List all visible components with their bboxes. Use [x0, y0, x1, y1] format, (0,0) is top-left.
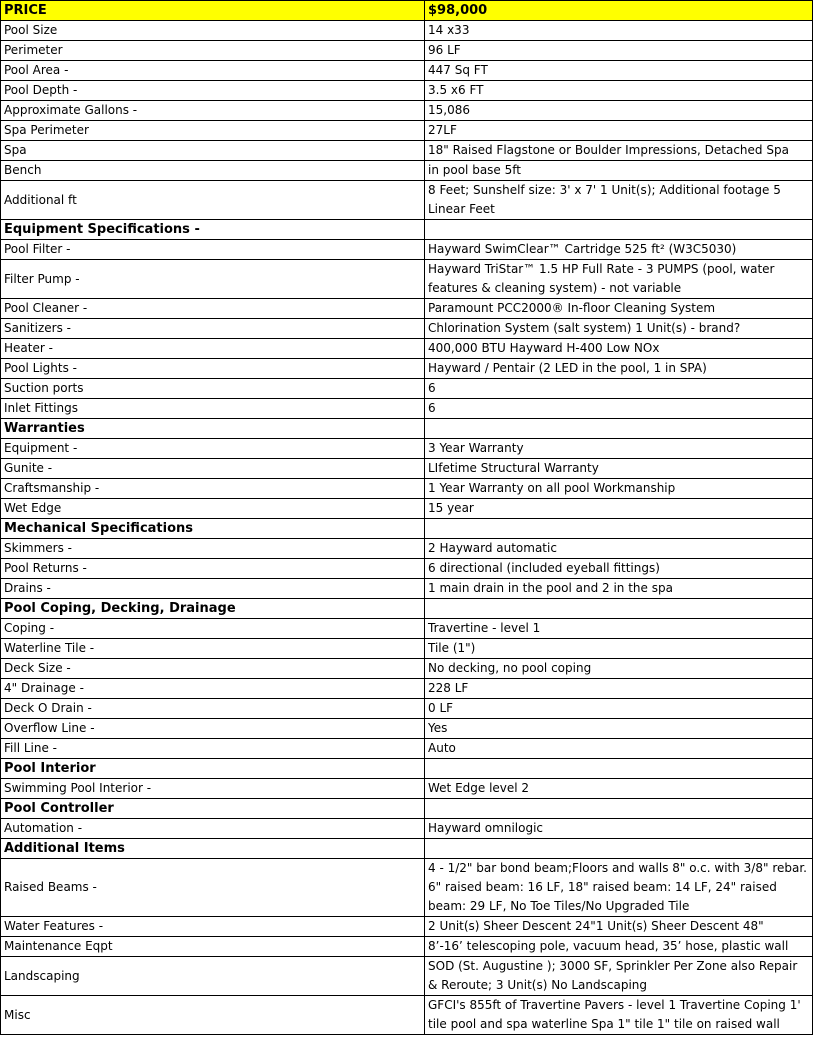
row-label: Equipment - [1, 439, 425, 459]
row-value: 2 Unit(s) Sheer Descent 24"1 Unit(s) Sheer Descent 48" [425, 917, 813, 937]
row-value: 6 [425, 379, 813, 399]
row-label: Gunite - [1, 459, 425, 479]
section-title: Equipment Specifications - [1, 220, 425, 240]
section-empty-cell [425, 799, 813, 819]
row-value: Paramount PCC2000® In-floor Cleaning System [425, 299, 813, 319]
row-label: Overflow Line - [1, 719, 425, 739]
row-value: 0 LF [425, 699, 813, 719]
row-label: Skimmers - [1, 539, 425, 559]
table-row [1, 299, 813, 319]
price-sheet-body [1, 1, 813, 1035]
table-row [1, 619, 813, 639]
row-label: Spa [1, 141, 425, 161]
row-value: 1 Year Warranty on all pool Workmanship [425, 479, 813, 499]
row-label: Automation - [1, 819, 425, 839]
row-label: Heater - [1, 339, 425, 359]
row-value: No decking, no pool coping [425, 659, 813, 679]
table-row [1, 181, 813, 220]
row-label: Maintenance Eqpt [1, 937, 425, 957]
table-row [1, 479, 813, 499]
section-title: Pool Interior [1, 759, 425, 779]
price-label: PRICE [1, 1, 425, 21]
row-value: Hayward TriStar™ 1.5 HP Full Rate - 3 PUMPS (pool, water features & cleaning system) - not variable [425, 260, 813, 299]
row-value: Hayward SwimClear™ Cartridge 525 ft² (W3C5030) [425, 240, 813, 260]
row-label: Sanitizers - [1, 319, 425, 339]
table-row [1, 819, 813, 839]
row-label: 4" Drainage - [1, 679, 425, 699]
row-value: 14 x33 [425, 21, 813, 41]
row-value: 2 Hayward automatic [425, 539, 813, 559]
row-label: Swimming Pool Interior - [1, 779, 425, 799]
row-label: Pool Cleaner - [1, 299, 425, 319]
row-value: Travertine - level 1 [425, 619, 813, 639]
table-row [1, 319, 813, 339]
section-title: Pool Coping, Decking, Drainage [1, 599, 425, 619]
row-value: LIfetime Structural Warranty [425, 459, 813, 479]
table-row [1, 399, 813, 419]
row-label: Misc [1, 996, 425, 1035]
table-row [1, 659, 813, 679]
row-value: 400,000 BTU Hayward H-400 Low NOx [425, 339, 813, 359]
section-header-row [1, 519, 813, 539]
row-value: 6 directional (included eyeball fittings) [425, 559, 813, 579]
row-value: Hayward omnilogic [425, 819, 813, 839]
section-title: Mechanical Specifications [1, 519, 425, 539]
section-header-row [1, 419, 813, 439]
row-label: Craftsmanship - [1, 479, 425, 499]
table-row [1, 121, 813, 141]
row-value: Auto [425, 739, 813, 759]
row-label: Bench [1, 161, 425, 181]
row-value: 8 Feet; Sunshelf size: 3' x 7' 1 Unit(s); Additional footage 5 Linear Feet [425, 181, 813, 220]
row-value: 8’-16’ telescoping pole, vacuum head, 35’ hose, plastic wall [425, 937, 813, 957]
table-row [1, 499, 813, 519]
table-row [1, 161, 813, 181]
section-header-row [1, 599, 813, 619]
row-label: Pool Depth - [1, 81, 425, 101]
table-row [1, 379, 813, 399]
row-label: Pool Filter - [1, 240, 425, 260]
section-title: Pool Controller [1, 799, 425, 819]
row-value: Wet Edge level 2 [425, 779, 813, 799]
table-row [1, 739, 813, 759]
table-row [1, 699, 813, 719]
row-label: Perimeter [1, 41, 425, 61]
table-row [1, 41, 813, 61]
row-value: 18" Raised Flagstone or Boulder Impressions, Detached Spa [425, 141, 813, 161]
section-empty-cell [425, 839, 813, 859]
section-header-row [1, 220, 813, 240]
table-row [1, 859, 813, 917]
table-row [1, 240, 813, 260]
table-row [1, 260, 813, 299]
table-row [1, 579, 813, 599]
row-label: Fill Line - [1, 739, 425, 759]
section-empty-cell [425, 759, 813, 779]
row-value: 27LF [425, 121, 813, 141]
row-value: 15 year [425, 499, 813, 519]
row-label: Drains - [1, 579, 425, 599]
table-row [1, 61, 813, 81]
table-row [1, 559, 813, 579]
row-value: GFCI's 855ft of Travertine Pavers - level 1 Travertine Coping 1' tile pool and spa waterline Spa 1" tile 1" tile on raised wall [425, 996, 813, 1035]
table-row [1, 141, 813, 161]
row-label: Additional ft [1, 181, 425, 220]
row-value: Yes [425, 719, 813, 739]
row-label: Coping - [1, 619, 425, 639]
table-row [1, 719, 813, 739]
row-label: Filter Pump - [1, 260, 425, 299]
row-label: Deck O Drain - [1, 699, 425, 719]
row-value: 447 Sq FT [425, 61, 813, 81]
table-row [1, 937, 813, 957]
row-label: Inlet Fittings [1, 399, 425, 419]
row-value: 3 Year Warranty [425, 439, 813, 459]
table-row [1, 779, 813, 799]
row-label: Pool Area - [1, 61, 425, 81]
row-value: 228 LF [425, 679, 813, 699]
row-value: Hayward / Pentair (2 LED in the pool, 1 in SPA) [425, 359, 813, 379]
row-label: Water Features - [1, 917, 425, 937]
section-empty-cell [425, 419, 813, 439]
table-row [1, 21, 813, 41]
table-row [1, 101, 813, 121]
row-label: Landscaping [1, 957, 425, 996]
row-value: 15,086 [425, 101, 813, 121]
row-value: 1 main drain in the pool and 2 in the spa [425, 579, 813, 599]
row-label: Suction ports [1, 379, 425, 399]
section-header-row [1, 759, 813, 779]
table-row [1, 81, 813, 101]
table-row [1, 957, 813, 996]
section-empty-cell [425, 519, 813, 539]
price-value: $98,000 [425, 1, 813, 21]
row-value: SOD (St. Augustine ); 3000 SF, Sprinkler Per Zone also Repair & Reroute; 3 Unit(s) No Landscaping [425, 957, 813, 996]
row-label: Deck Size - [1, 659, 425, 679]
table-row [1, 679, 813, 699]
section-header-row [1, 799, 813, 819]
row-value: 3.5 x6 FT [425, 81, 813, 101]
table-row [1, 996, 813, 1035]
table-row [1, 539, 813, 559]
row-label: Pool Size [1, 21, 425, 41]
table-row [1, 639, 813, 659]
row-value: in pool base 5ft [425, 161, 813, 181]
row-value: 4 - 1/2" bar bond beam;Floors and walls 8" o.c. with 3/8" rebar. 6" raised beam: 16 LF, 18" raised beam: 14 LF, 24" raised beam: 29 LF, No Toe Tiles/No Upgraded Tile [425, 859, 813, 917]
table-row [1, 459, 813, 479]
row-value: 6 [425, 399, 813, 419]
price-row [1, 1, 813, 21]
section-empty-cell [425, 220, 813, 240]
row-label: Approximate Gallons - [1, 101, 425, 121]
section-header-row [1, 839, 813, 859]
row-label: Pool Returns - [1, 559, 425, 579]
row-value: 96 LF [425, 41, 813, 61]
row-label: Spa Perimeter [1, 121, 425, 141]
row-label: Pool Lights - [1, 359, 425, 379]
row-label: Waterline Tile - [1, 639, 425, 659]
row-label: Wet Edge [1, 499, 425, 519]
table-row [1, 917, 813, 937]
section-title: Additional Items [1, 839, 425, 859]
section-title: Warranties [1, 419, 425, 439]
table-row [1, 339, 813, 359]
row-value: Chlorination System (salt system) 1 Unit(s) - brand? [425, 319, 813, 339]
section-empty-cell [425, 599, 813, 619]
table-row [1, 359, 813, 379]
row-value: Tile (1") [425, 639, 813, 659]
table-row [1, 439, 813, 459]
row-label: Raised Beams - [1, 859, 425, 917]
